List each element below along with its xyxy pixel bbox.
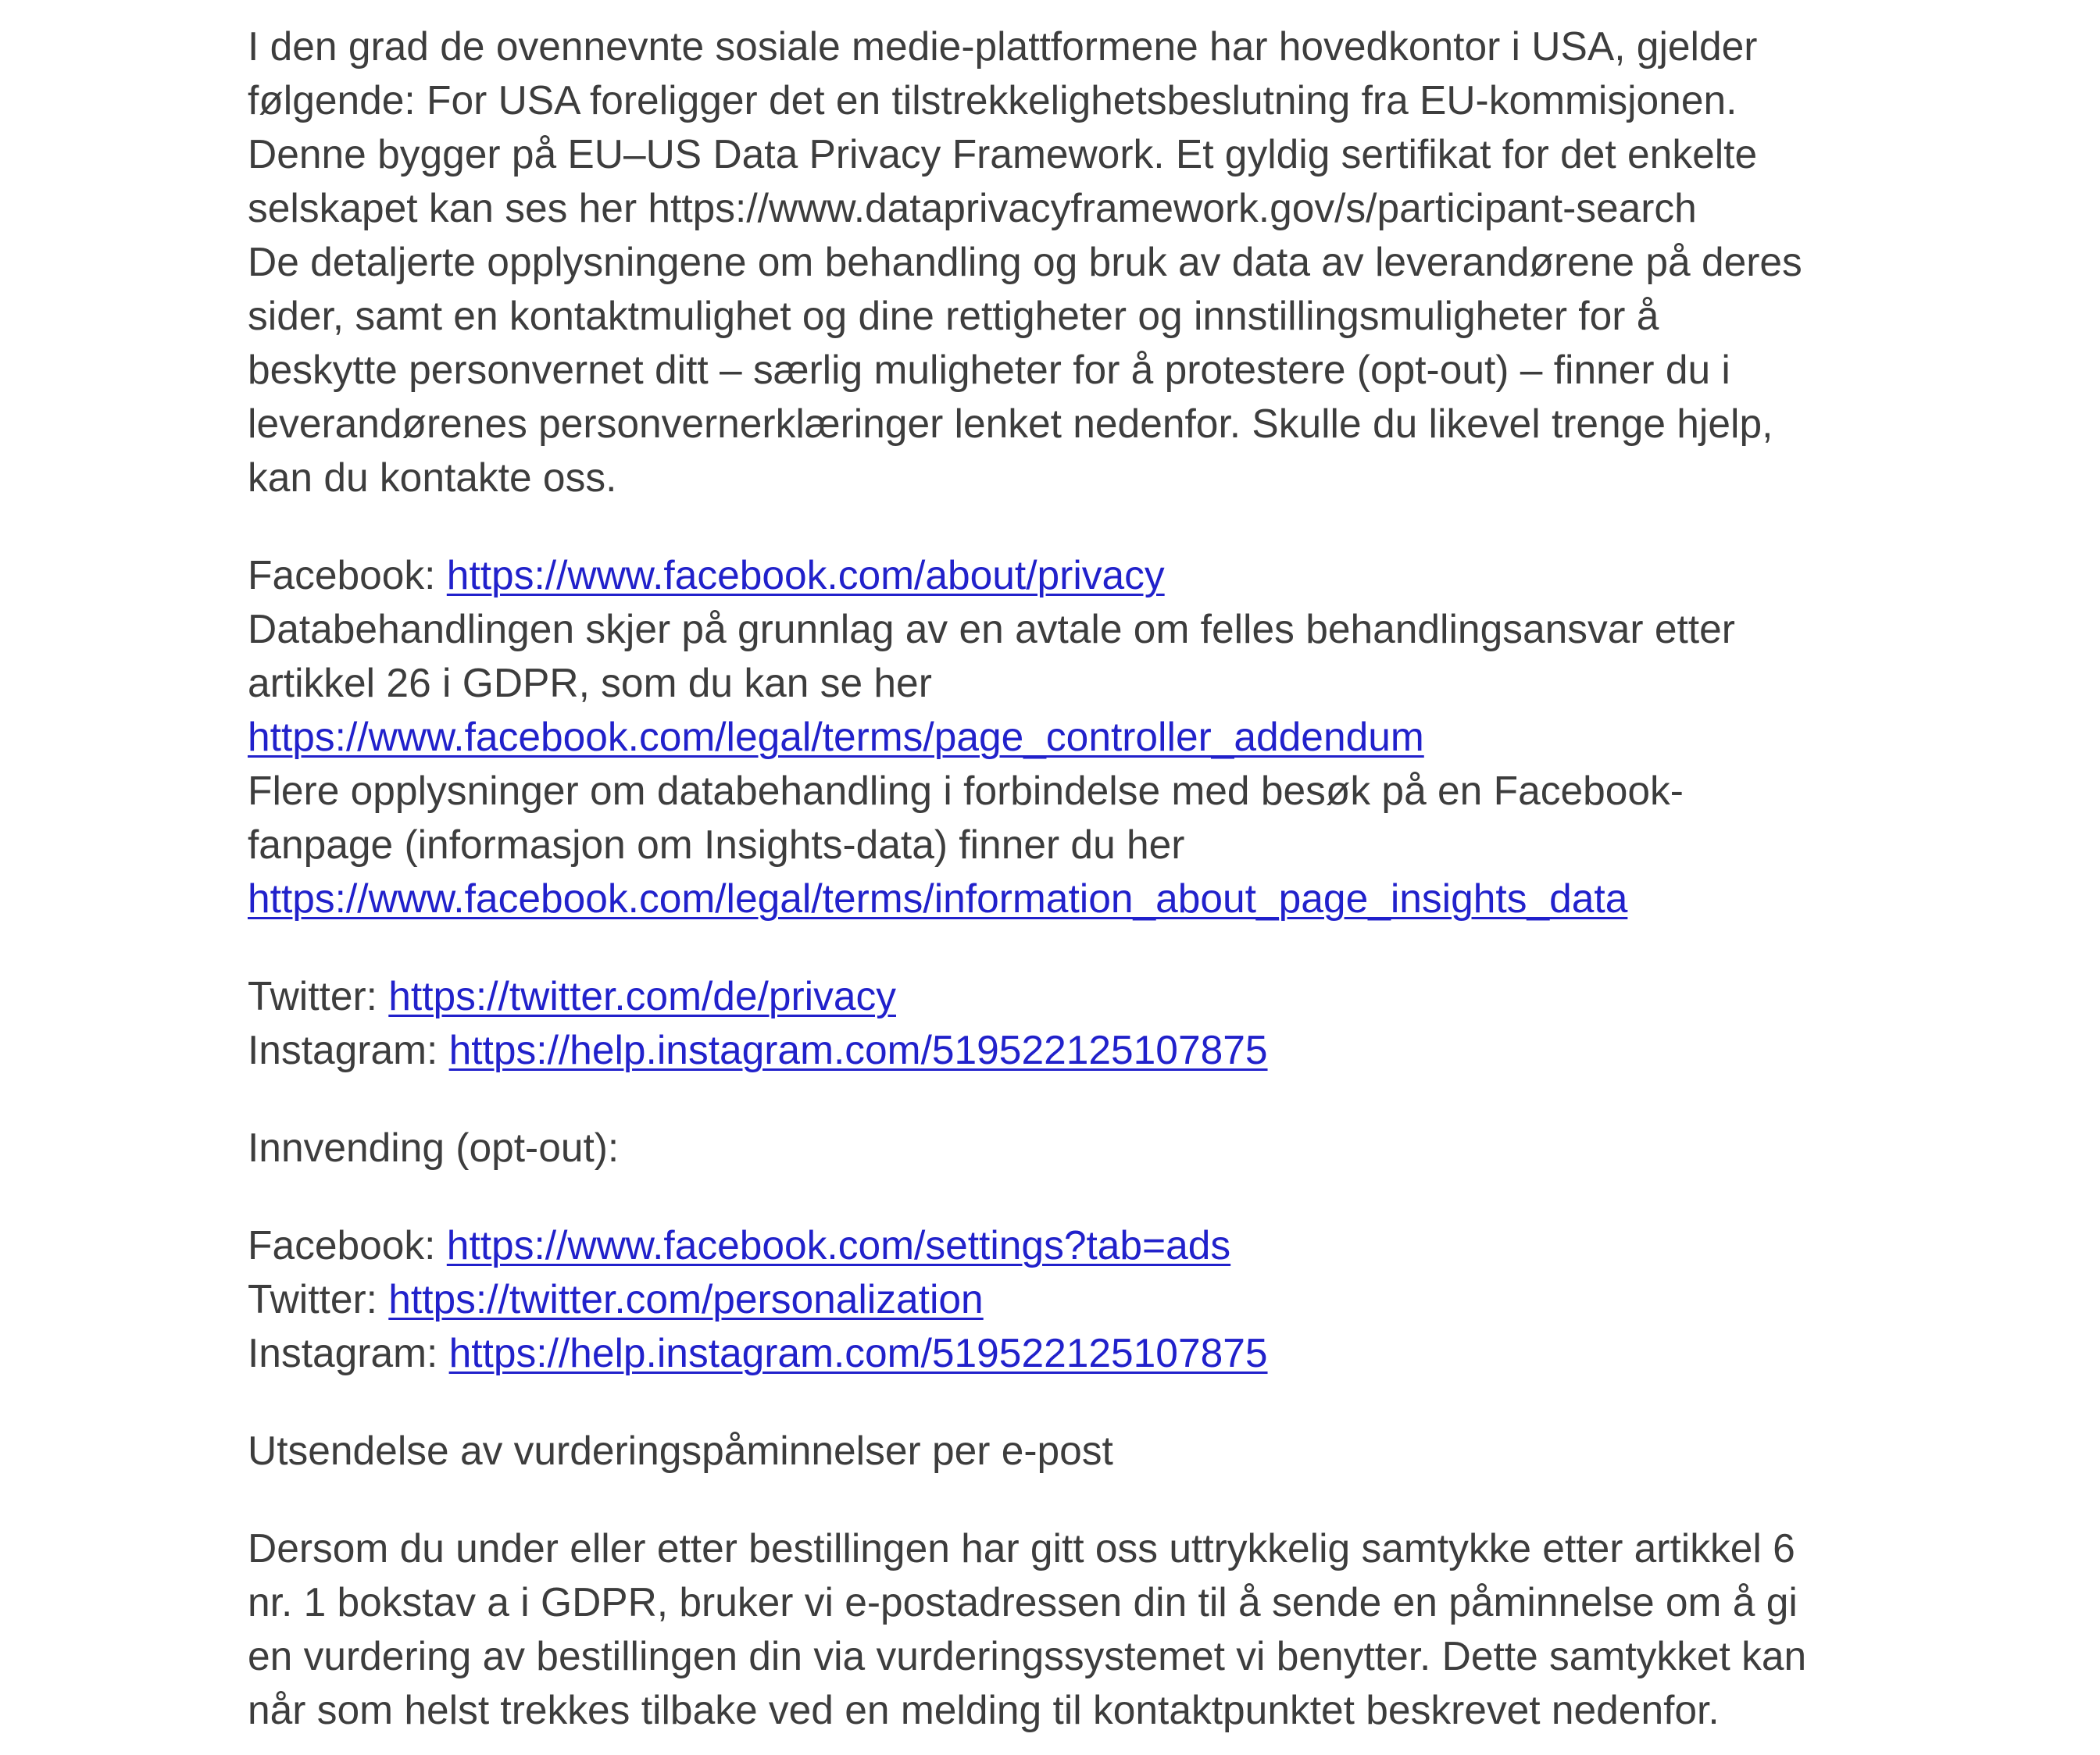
review-line: Dersom du under eller etter bestillingen har gitt oss uttrykkelig samtykke etter artikkel 6 [248,1525,1795,1571]
facebook-page-insights-link[interactable]: https://www.facebook.com/legal/terms/information_about_page_insights_data [248,876,1628,921]
instagram-label: Instagram: [248,1330,449,1375]
facebook-privacy-paragraph [248,548,1888,926]
instagram-optout-link[interactable]: https://help.instagram.com/519522125107875 [448,1330,1268,1375]
intro-line: De detaljerte opplysningene om behandling og bruk av data av leverandørene på deres [248,239,1802,284]
twitter-label: Twitter: [248,973,389,1018]
review-paragraph [248,1521,1888,1737]
privacy-links-paragraph [248,969,1888,1077]
review-heading-paragraph [248,1424,1888,1478]
facebook-info-line: Databehandlingen skjer på grunnlag av en avtale om felles behandlingsansvar etter [248,606,1735,651]
twitter-privacy-line [248,969,1888,1023]
intro-line: selskapet kan ses her https://www.dataprivacyframework.gov/s/participant-search [248,185,1697,230]
facebook-addendum-line [248,710,1888,764]
intro-line: sider, samt en kontaktmulighet og dine rettigheter og innstillingsmuligheter for å [248,293,1659,338]
review-reminder-heading: Utsendelse av vurderingspåminnelser per e-post [248,1428,1113,1473]
facebook-info-line: Flere opplysninger om databehandling i forbindelse med besøk på en Facebook- [248,768,1684,813]
twitter-optout-line [248,1272,1888,1326]
intro-line: beskytte personvernet ditt – særlig muligheter for å protestere (opt-out) – finner du i [248,347,1730,392]
facebook-optout-line [248,1218,1888,1272]
intro-line: følgende: For USA foreligger det en tilstrekkelighetsbeslutning fra EU-kommisjonen. [248,77,1738,123]
twitter-privacy-link[interactable]: https://twitter.com/de/privacy [388,973,896,1018]
optout-heading: Innvending (opt-out): [248,1125,620,1170]
optout-links-paragraph [248,1218,1888,1380]
instagram-privacy-line [248,1023,1888,1077]
facebook-optout-link[interactable]: https://www.facebook.com/settings?tab=ads [446,1222,1231,1268]
facebook-insights-line [248,872,1888,926]
intro-line: kan du kontakte oss. [248,455,617,500]
intro-line: I den grad de ovennevnte sosiale medie-plattformene har hovedkontor i USA, gjelder [248,23,1758,69]
twitter-label: Twitter: [248,1276,389,1322]
review-line: en vurdering av bestillingen din via vurderingssystemet vi benytter. Dette samtykket kan [248,1633,1807,1678]
intro-line: Denne bygger på EU–US Data Privacy Framework. Et gyldig sertifikat for det enkelte [248,131,1758,177]
facebook-info-line: fanpage (informasjon om Insights-data) finner du her [248,822,1185,867]
instagram-label: Instagram: [248,1027,449,1072]
facebook-privacy-line [248,548,1888,602]
review-line: når som helst trekkes tilbake ved en melding til kontaktpunktet beskrevet nedenfor. [248,1687,1720,1732]
facebook-controller-addendum-link[interactable]: https://www.facebook.com/legal/terms/page_controller_addendum [248,714,1424,759]
review-line: nr. 1 bokstav a i GDPR, bruker vi e-postadressen din til å sende en påminnelse om å gi [248,1579,1798,1625]
facebook-privacy-link[interactable]: https://www.facebook.com/about/privacy [446,552,1165,597]
facebook-label: Facebook: [248,1222,447,1268]
instagram-optout-line [248,1326,1888,1380]
facebook-label: Facebook: [248,552,447,597]
optout-heading-paragraph [248,1121,1888,1175]
intro-line: leverandørenes personvernerklæringer lenket nedenfor. Skulle du likevel trenge hjelp, [248,401,1773,446]
intro-paragraph [248,20,1888,505]
instagram-privacy-link[interactable]: https://help.instagram.com/519522125107875 [448,1027,1268,1072]
twitter-optout-link[interactable]: https://twitter.com/personalization [388,1276,984,1322]
facebook-info-line: artikkel 26 i GDPR, som du kan se her [248,660,932,705]
